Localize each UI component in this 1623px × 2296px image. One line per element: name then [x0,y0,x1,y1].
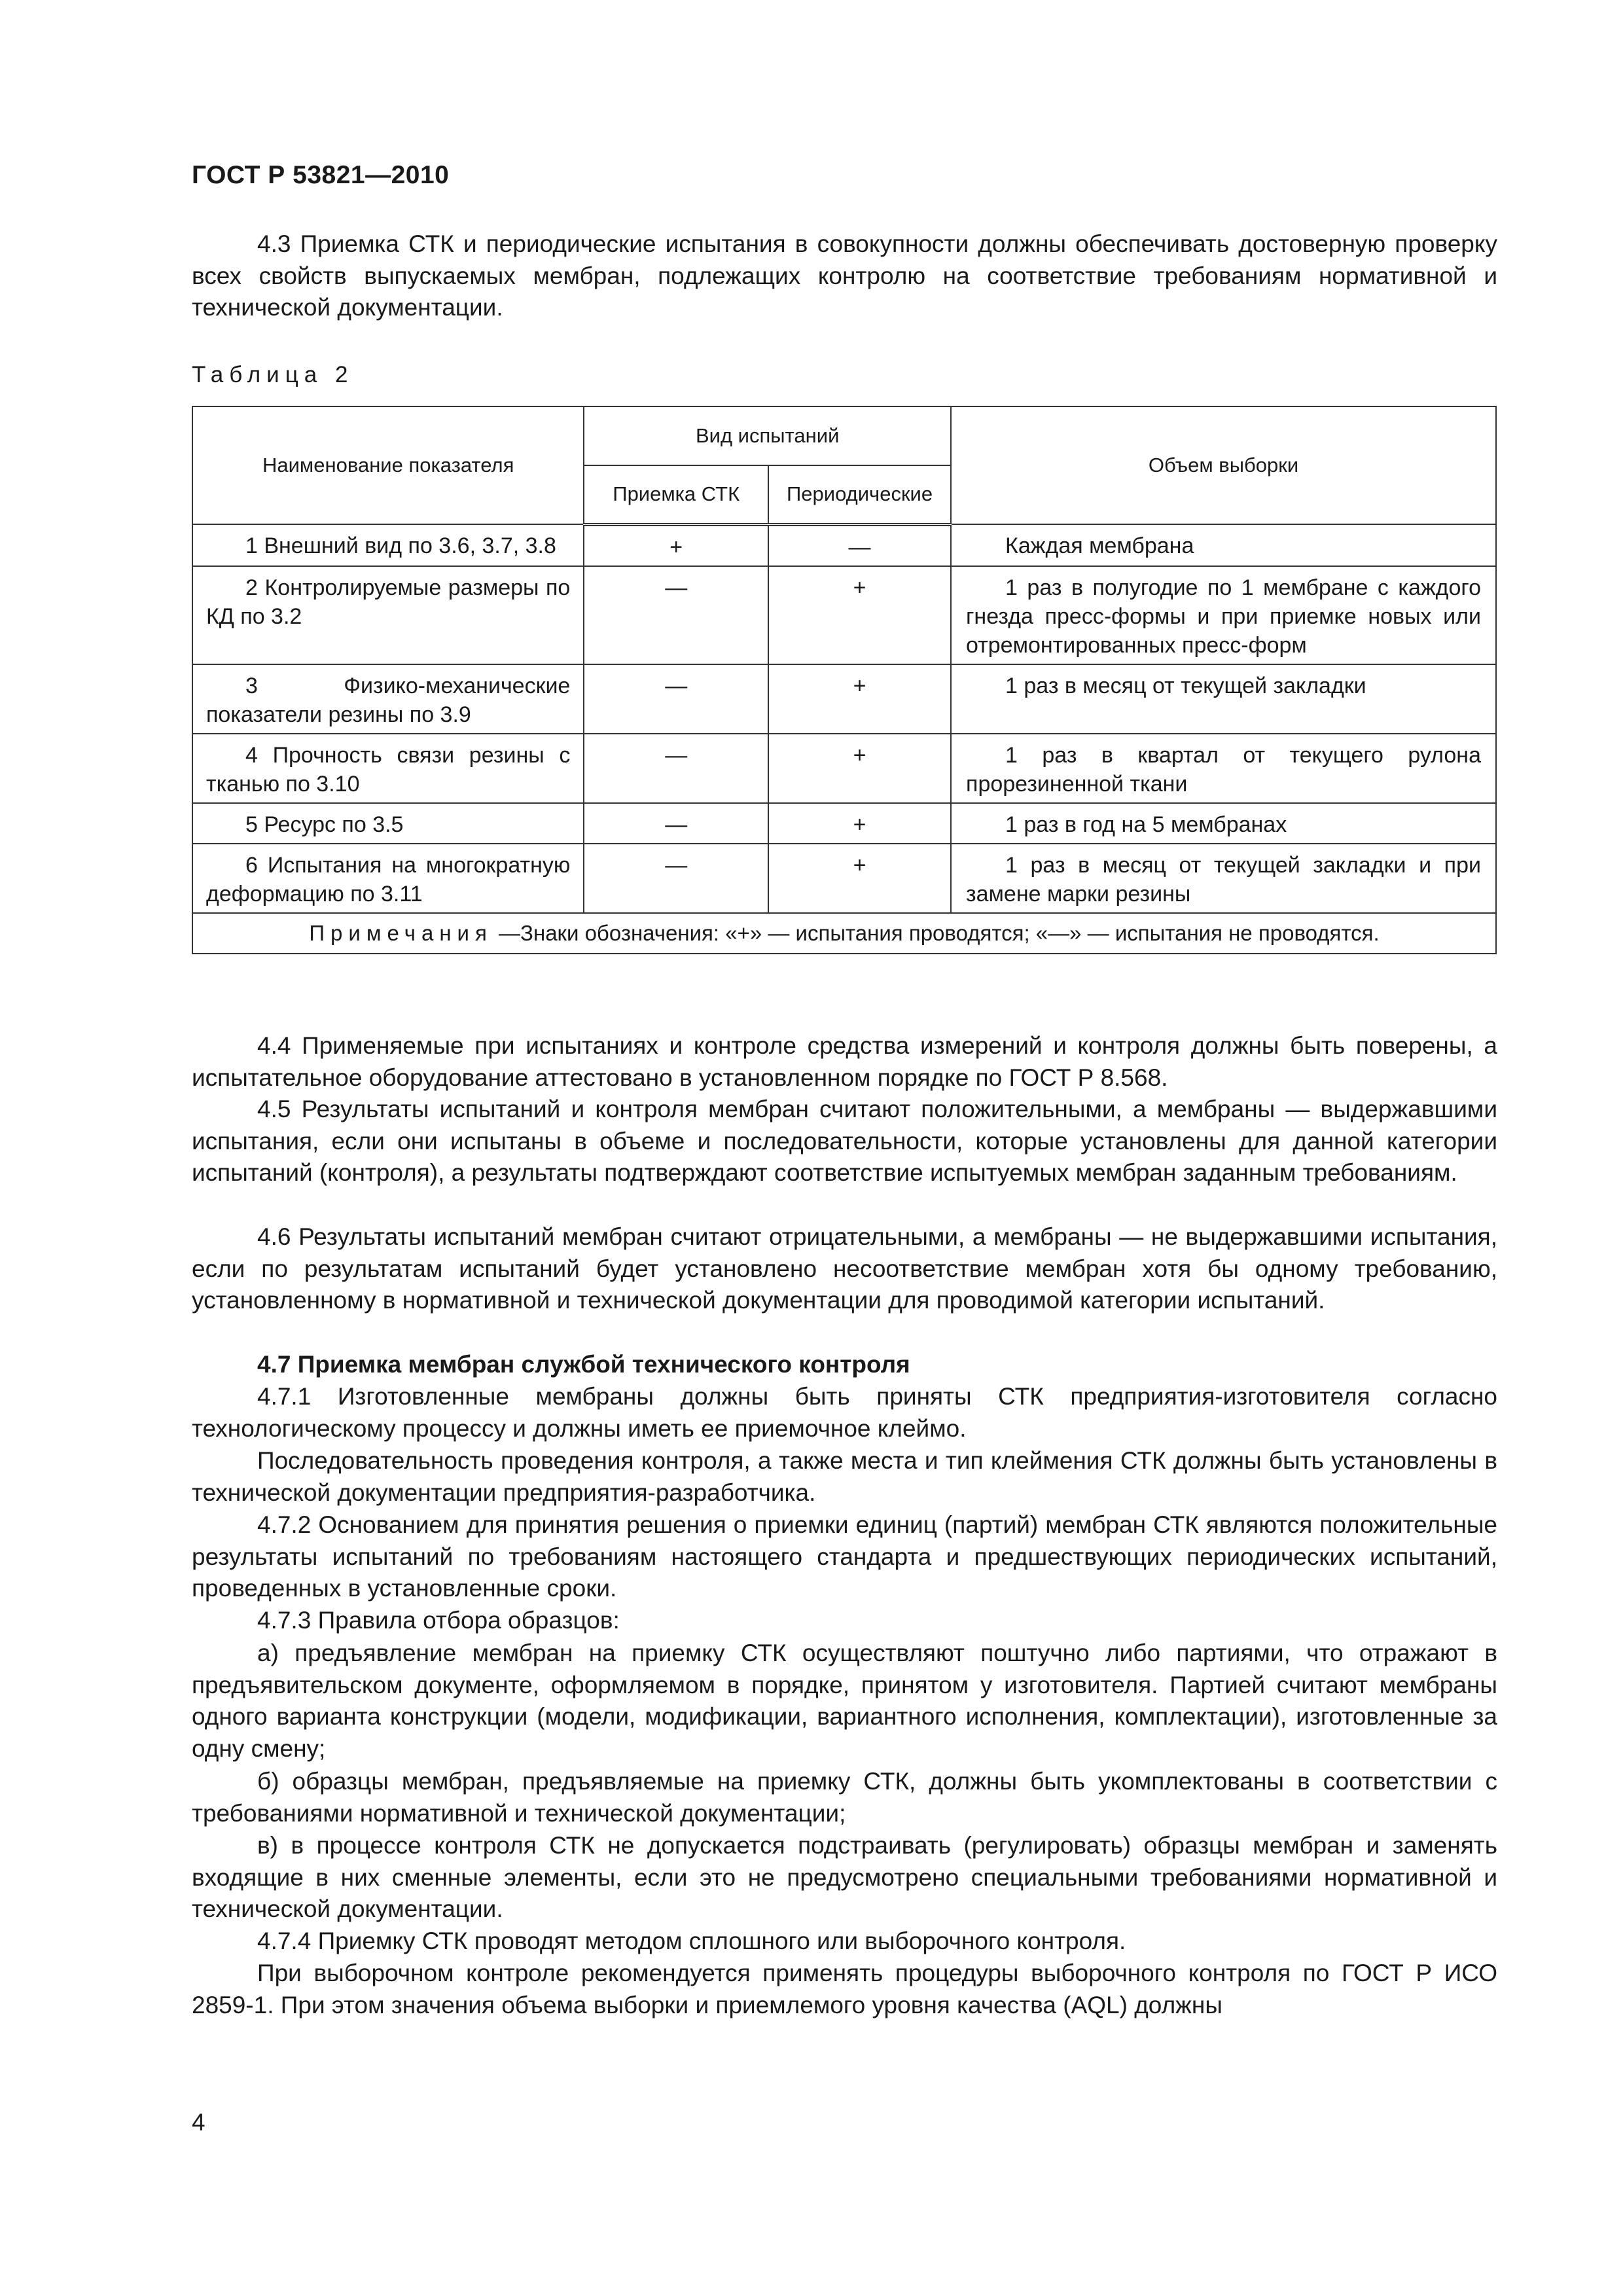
paragraph-4-3 [192,228,1497,324]
paragraph-item-v [192,1830,1497,1926]
row-sample: 1 раз в год на 5 мембранах [1005,812,1287,837]
table-note-row [192,913,1496,954]
table-2 [192,406,1497,954]
paragraph-4-7-1-text: 4.7.1 Изготовленные мембраны должны быть приняты СТК предприятия-изготовителя согласно технологическому процессу и должны иметь ее приемочное клеймо. [192,1383,1497,1442]
row-name: 4 Прочность связи резины с тканью по 3.10 [206,742,571,797]
row-acceptance: — [584,844,768,913]
header-sample: Объем выборки [951,406,1496,524]
paragraph-sampling [192,1958,1497,2021]
row-periodic: + [768,664,951,734]
row-acceptance: + [584,524,768,566]
page-number: 4 [192,2109,205,2136]
paragraph-item-b [192,1766,1497,1829]
paragraph-sequence-text: Последовательность проведения контроля, а также места и тип клеймения СТК должны быть установлены в технической документации предприятия-разработчика. [192,1447,1497,1506]
paragraph-4-7-4 [192,1926,1497,1958]
row-periodic: + [768,734,951,803]
paragraph-4-7-4-text: 4.7.4 Приемку СТК проводят методом сплошного или выборочного контроля. [257,1928,1126,1954]
paragraph-4-4-text: 4.4 Применяемые при испытаниях и контроле средства измерений и контроля должны быть поверены, а испытательное оборудование аттестовано в установленном порядке по ГОСТ Р 8.568. [192,1032,1497,1091]
section-heading-4-7-text: 4.7 Приемка мембран службой технического контроля [257,1351,910,1378]
table-row [192,664,1496,734]
row-periodic: — [768,524,951,566]
table-row [192,566,1496,664]
row-sample: Каждая мембрана [1005,533,1194,558]
table-row [192,734,1496,803]
paragraph-4-7-2-text: 4.7.2 Основанием для принятия решения о приемки единиц (партий) мембран СТК являются положительные результаты испытаний по требованиям настоящего стандарта и предшествующих периодических испытаний, проведенных в установленные сроки. [192,1511,1497,1602]
paragraph-sequence [192,1445,1497,1509]
header-acceptance: Приемка СТК [584,465,768,524]
row-sample: 1 раз в месяц от текущей закладки и при замене марки резины [966,852,1481,906]
paragraph-sampling-text: При выборочном контроле рекомендуется применять процедуры выборочного контроля по ГОСТ Р ИСО 2859-1. При этом значения объема выборки и приемлемого уровня качества (AQL) должны [192,1960,1497,2018]
row-periodic: + [768,844,951,913]
row-name: 5 Ресурс по 3.5 [245,812,404,837]
paragraph-4-7-3-text: 4.7.3 Правила отбора образцов: [257,1607,620,1634]
row-acceptance: — [584,566,768,664]
row-sample: 1 раз в полугодие по 1 мембране с каждого гнезда пресс-формы и при приемке новых или отремонтированных пресс-форм [966,575,1481,658]
note-label: Примечания [309,920,493,945]
paragraph-4-7-3 [192,1605,1497,1637]
row-periodic: + [768,803,951,844]
row-acceptance: — [584,803,768,844]
paragraph-item-a [192,1638,1497,1765]
paragraph-item-b-text: б) образцы мембран, предъявляемые на приемку СТК, должны быть укомплектованы в соответствии с требованиями нормативной и технической документации; [192,1768,1497,1827]
header-test-type: Вид испытаний [584,406,951,465]
row-sample: 1 раз в месяц от текущей закладки [1005,673,1366,698]
header-name: Наименование показателя [192,406,584,524]
table-caption: Таблица 2 [192,362,354,387]
paragraph-4-6 [192,1221,1497,1317]
row-name: 1 Внешний вид по 3.6, 3.7, 3.8 [245,533,556,558]
section-heading-4-7 [192,1349,1497,1381]
row-name: 2 Контролируемые размеры по КД по 3.2 [206,575,571,629]
paragraph-4-5-text: 4.5 Результаты испытаний и контроля мембран считают положительными, а мембраны — выдержавшими испытания, если они испытаны в объеме и последовательности, которые установлены для данной категории испытаний (контроля), а результаты подтверждают соответствие испытуемых мембран заданным требованиям. [192,1096,1497,1186]
table-row [192,803,1496,844]
paragraph-4-7-2 [192,1509,1497,1605]
header-periodic: Периодические [768,465,951,524]
row-periodic: + [768,566,951,664]
row-sample: 1 раз в квартал от текущего рулона прорезиненной ткани [966,742,1481,797]
paragraph-item-v-text: в) в процессе контроля СТК не допускается подстраивать (регулировать) образцы мембран и заменять входящие в них сменные элементы, если это не предусмотрено специальными требованиями нормативной и технической документации. [192,1832,1497,1922]
paragraph-4-4 [192,1030,1497,1094]
row-name: 3 Физико-механические показатели резины по 3.9 [206,673,571,727]
row-acceptance: — [584,734,768,803]
row-acceptance: — [584,664,768,734]
paragraph-4-6-text: 4.6 Результаты испытаний мембран считают отрицательными, а мембраны — не выдержавшими испытания, если по результатам испытаний будет установлено несоответствие мембран хотя бы одному требованию, установленному в нормативной и технической документации для проводимой категории испытаний. [192,1223,1497,1314]
paragraph-item-a-text: а) предъявление мембран на приемку СТК осуществляют поштучно либо партиями, что отражают в предъявительском документе, оформляемом в порядке, принятом у изготовителя. Партией считают мембраны одного варианта конструкции (модели, модификации, вариантного исполнения, комплектации), изготовленные за одну смену; [192,1640,1497,1762]
note-text: —Знаки обозначения: «+» — испытания проводятся; «—» — испытания не проводятся. [499,920,1380,945]
paragraph-4-3-text: 4.3 Приемка СТК и периодические испытания в совокупности должны обеспечивать достоверную проверку всех свойств выпускаемых мембран, подлежащих контролю на соответствие требованиям нормативной и технической документации. [192,230,1497,321]
paragraph-4-7-1 [192,1381,1497,1444]
document-code: ГОСТ Р 53821—2010 [192,161,450,189]
table-row [192,844,1496,913]
row-name: 6 Испытания на многократную деформацию по 3.11 [206,852,571,906]
table-row [192,524,1496,566]
paragraph-4-5 [192,1094,1497,1189]
